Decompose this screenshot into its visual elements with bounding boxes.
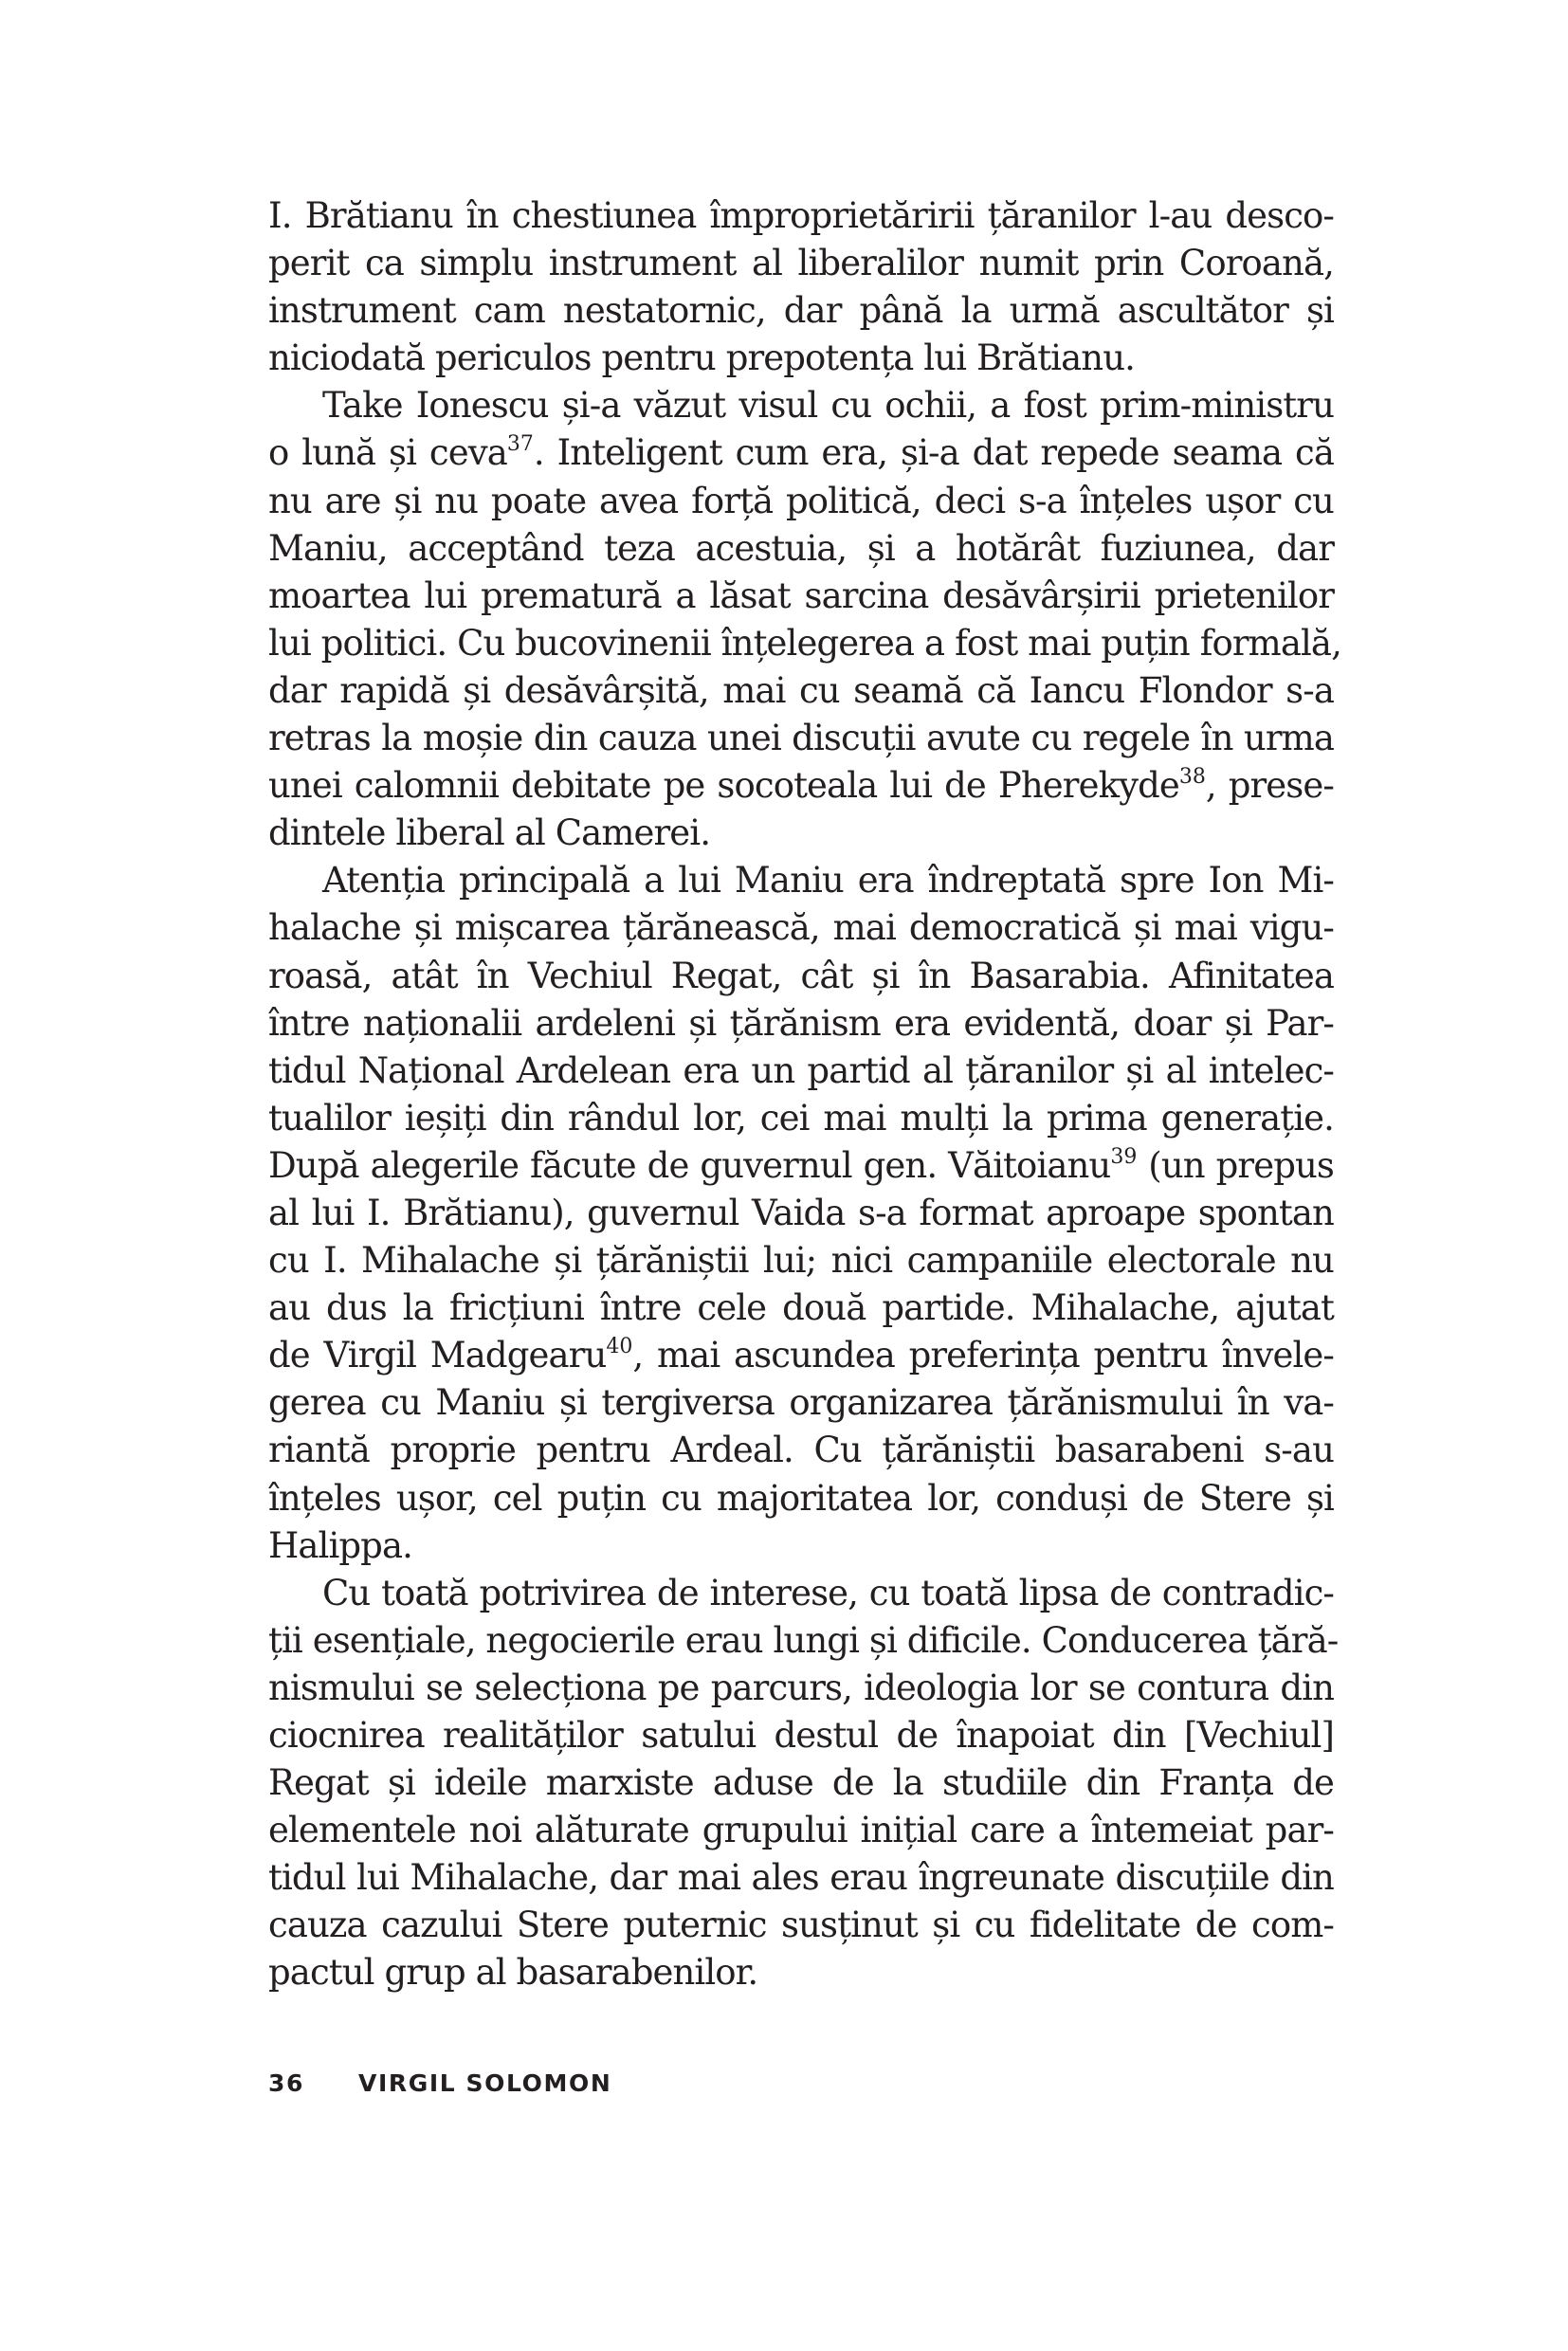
text-segment: După alegerile făcute de guvernul gen. Văitoianu bbox=[268, 1144, 1111, 1186]
text-line: Cu toată potrivirea de interese, cu toată lipsa de contradic- bbox=[322, 1572, 1334, 1613]
paragraph bbox=[268, 857, 1334, 1569]
footnote-reference: 37 bbox=[506, 432, 534, 457]
text-segment: (un prepus bbox=[1137, 1144, 1334, 1186]
text-line: ciocnirea realităților satului destul de înapoiat din [Vechiul] bbox=[268, 1715, 1334, 1756]
text-segment: unei calomnii debitate pe socoteala lui de Pherekyde bbox=[268, 765, 1179, 807]
text-segment: , mai ascundea preferința pentru învele- bbox=[632, 1335, 1334, 1376]
text-line: între naționalii ardeleni și țărănism era evidentă, doar și Par- bbox=[268, 1002, 1334, 1044]
text-line: al lui I. Brătianu), guvernul Vaida s-a format aproape spontan bbox=[268, 1192, 1334, 1233]
text-line: tidul lui Mihalache, dar mai ales erau îngreunate discuțiile din bbox=[268, 1857, 1334, 1899]
text-line: Halippa. bbox=[268, 1524, 412, 1566]
text-line: elementele noi alăturate grupului inițial care a întemeiat par- bbox=[268, 1810, 1334, 1851]
text-line: halache și mișcarea țărănească, mai democratică și mai vigu- bbox=[268, 907, 1334, 949]
text-line: înțeles ușor, cel puțin cu majoritatea lor, conduși de Stere și bbox=[268, 1477, 1334, 1519]
text-line: I. Brătianu în chestiunea împroprietăririi țăranilor l-au desco- bbox=[268, 195, 1334, 236]
text-line: nu are și nu poate avea forță politică, deci s-a înțeles ușor cu bbox=[268, 480, 1334, 521]
text-line: cu I. Mihalache și țărăniștii lui; nici campaniile electorale nu bbox=[268, 1240, 1334, 1282]
text-line: ții esențiale, negocierile erau lungi și dificile. Conducerea țără- bbox=[268, 1619, 1339, 1661]
text-line: Atenția principală a lui Maniu era îndreptată spre Ion Mi- bbox=[322, 860, 1334, 902]
text-line: au dus la fricțiuni între cele două partide. Mihalache, ajutat bbox=[268, 1287, 1334, 1329]
text-line: cauza cazului Stere puternic susținut și cu fidelitate de com- bbox=[268, 1904, 1334, 1946]
body-text bbox=[268, 192, 1341, 1997]
text-line: tidul Național Ardelean era un partid al țăranilor și al intelec- bbox=[268, 1049, 1334, 1091]
text-line: gerea cu Maniu și tergiversa organizarea țărănismului în va- bbox=[268, 1382, 1334, 1424]
paragraph bbox=[268, 382, 1341, 857]
running-footer-author: VIRGIL SOLOMON bbox=[358, 2069, 612, 2097]
text-line: niciodată periculos pentru prepotența lui Brătianu. bbox=[268, 337, 1135, 379]
text-line: lui politici. Cu bucovinenii înțelegerea a fost mai puțin formală, bbox=[268, 622, 1341, 664]
text-segment: de Virgil Madgearu bbox=[268, 1335, 607, 1376]
text-line: perit ca simplu instrument al liberalilor numit prin Coroană, bbox=[268, 243, 1334, 284]
text-line: Take Ionescu și-a văzut visul cu ochii, a fost prim-ministru bbox=[322, 385, 1334, 427]
paragraph bbox=[268, 1570, 1339, 1997]
text-line: dintele liberal al Camerei. bbox=[268, 812, 711, 854]
text-line: nismului se selecționa pe parcurs, ideologia lor se contura din bbox=[268, 1667, 1334, 1708]
footnote-reference: 39 bbox=[1110, 1144, 1138, 1169]
text-segment: , prese- bbox=[1205, 765, 1334, 807]
page-number: 36 bbox=[268, 2069, 304, 2097]
text-line bbox=[268, 762, 1334, 810]
text-segment: . Inteligent cum era, și-a dat repede seama că bbox=[533, 432, 1334, 474]
text-line: pactul grup al basarabenilor. bbox=[268, 1952, 758, 1994]
text-line: retras la moșie din cauza unei discuții avute cu regele în urma bbox=[268, 718, 1334, 759]
text-line bbox=[268, 429, 1334, 477]
text-line bbox=[268, 1332, 1334, 1379]
text-line: Regat și ideile marxiste aduse de la studiile din Franța de bbox=[268, 1762, 1334, 1804]
footnote-reference: 38 bbox=[1178, 765, 1206, 790]
text-segment: o lună și ceva bbox=[268, 432, 507, 474]
text-line: riantă proprie pentru Ardeal. Cu țărăniștii basarabeni s-au bbox=[268, 1430, 1334, 1471]
text-line: roasă, atât în Vechiul Regat, cât și în Basarabia. Afinitatea bbox=[268, 955, 1334, 996]
text-line: dar rapidă și desăvârșită, mai cu seamă că Iancu Flondor s-a bbox=[268, 669, 1334, 711]
text-line: Maniu, acceptând teza acestuia, și a hotărât fuziunea, dar bbox=[268, 527, 1334, 569]
text-line: instrument cam nestatornic, dar până la urmă ascultător și bbox=[268, 290, 1334, 332]
text-line: tualilor ieșiți din rândul lor, cei mai mulți la prima generație. bbox=[268, 1097, 1334, 1139]
text-line bbox=[268, 1142, 1334, 1190]
paragraph bbox=[268, 192, 1334, 382]
footnote-reference: 40 bbox=[606, 1335, 633, 1359]
text-line: moartea lui prematură a lăsat sarcina desăvârșirii prietenilor bbox=[268, 574, 1334, 616]
page-footer bbox=[268, 2069, 611, 2097]
